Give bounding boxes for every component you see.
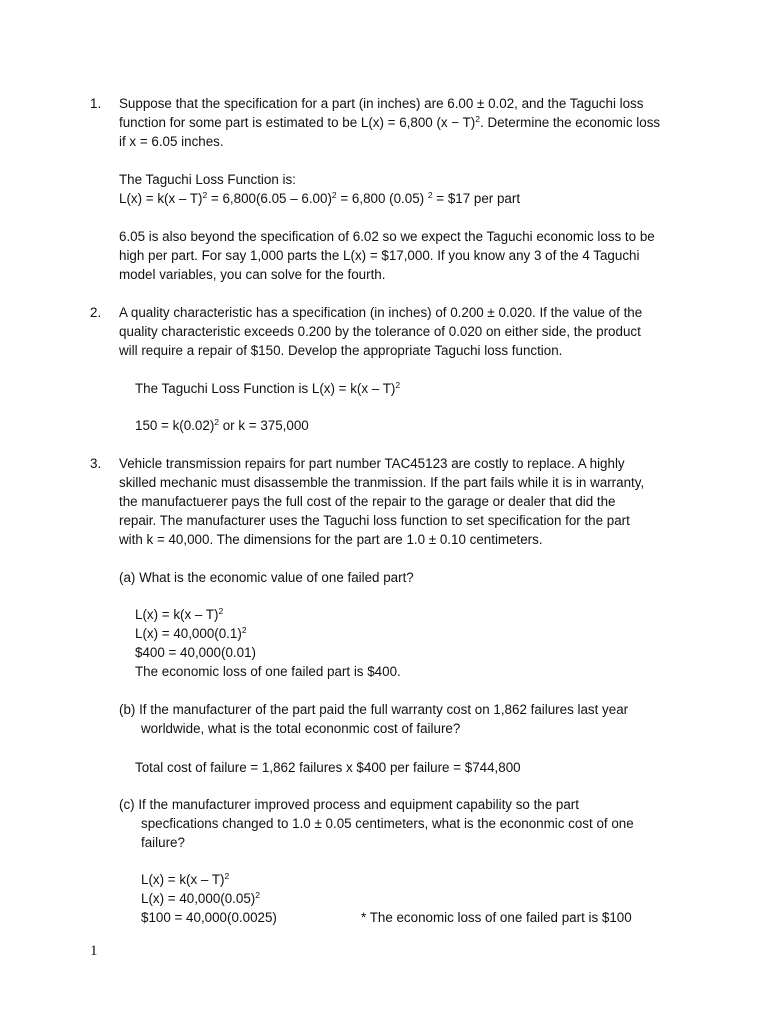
q3b-answer: Total cost of failure = 1,862 failures x $400 per failure = $744,800 (135, 760, 521, 775)
q1-explanation (119, 227, 655, 284)
q1-para-3: model variables, you can solve for the fourth. (119, 267, 386, 282)
q3-question (119, 454, 649, 549)
q3-line-2: skilled mechanic must disassemble the tranmission. If the part fails while it is in warranty, (119, 475, 645, 490)
q3c-question-1: (c) If the manufacturer improved process and equipment capability so the part (119, 797, 579, 812)
q3a-work-1: L(x) = k(x – T)$^2$ (135, 606, 224, 622)
q1-formula: L(x) = k(x – T)$^2$ = 6,800(6.05 – 6.00)$^2$ = 6,800 (0.05) $^2$ = $17 per part (119, 190, 521, 206)
q3-number: 3. (90, 456, 102, 471)
q2-answer-function: The Taguchi Loss Function is L(x) = k(x – T)$^2$ (135, 380, 401, 396)
q3c-note: * The economic loss of one failed part is $100 (361, 910, 632, 925)
q2-question (119, 303, 649, 360)
q1-question (119, 94, 661, 151)
q3-line-3: the manufactuerer pays the full cost of the repair to the garage or dealer that did the (119, 494, 616, 509)
q3-line-5: with k = 40,000. The dimensions for the part are 1.0 ± 0.10 centimeters. (119, 532, 543, 547)
q1-para-2: high per part. For say 1,000 parts the L(x) = $17,000. If you know any 3 of the 4 Taguchi (119, 248, 640, 263)
q2-line-1: A quality characteristic has a specification (in inches) of 0.200 ± 0.020. If the value of the (119, 305, 643, 320)
q3c-work-1: L(x) = k(x – T)$^2$ (141, 871, 230, 887)
q3c-question-3: failure? (141, 835, 185, 850)
q3a-question: (a) What is the economic value of one failed part? (119, 570, 414, 585)
q3-line-1: Vehicle transmission repairs for part number TAC45123 are costly to replace. A highly (119, 456, 625, 471)
q3b-question-1: (b) If the manufacturer of the part paid the full warranty cost on 1,862 failures last year (119, 702, 629, 717)
q3a-conclusion: The economic loss of one failed part is $400. (135, 664, 401, 679)
q3-line-4: repair. The manufacturer uses the Taguchi loss function to set specification for the part (119, 513, 630, 528)
q2-answer-k: $150 = k(0.02)^2$ or k = 375,000 (135, 417, 309, 433)
page-number: 1 (90, 943, 98, 959)
q3a-work-3: $400 = 40,000(0.01) (135, 645, 256, 660)
q1-line-1: Suppose that the specification for a part (in inches) are 6.00 ± 0.02, and the Taguchi loss (119, 96, 644, 111)
q2-line-3: will require a repair of $150. Develop the appropriate Taguchi loss function. (119, 343, 563, 358)
q3c-question-2: specfications changed to 1.0 ± 0.05 centimeters, what is the econonmic cost of one (141, 816, 634, 831)
q1-heading: The Taguchi Loss Function is: (119, 172, 296, 187)
q3b-question-2: worldwide, what is the total econonmic cost of failure? (141, 721, 461, 736)
q1-number: 1. (90, 96, 102, 111)
q1-line-2: function for some part is estimated to be L(x) = 6,800 $(x - T)^2$. Determine the economic loss (119, 114, 661, 130)
q2-number: 2. (90, 305, 102, 320)
q3a-work-2: $L(x) = 40,000(0.1)^2$ (135, 625, 247, 641)
q3c-work-3: $100 = 40,000(0.0025) (141, 910, 277, 925)
q1-line-3: if x = 6.05 inches. (119, 134, 224, 149)
q1-para-1: 6.05 is also beyond the specification of 6.02 so we expect the Taguchi economic loss to be (119, 229, 655, 244)
q3c-work-2: $L(x) = 40,000(0.05)^2$ (141, 890, 260, 906)
q2-line-2: quality characteristic exceeds 0.200 by the tolerance of 0.020 on either side, the product (119, 324, 641, 339)
